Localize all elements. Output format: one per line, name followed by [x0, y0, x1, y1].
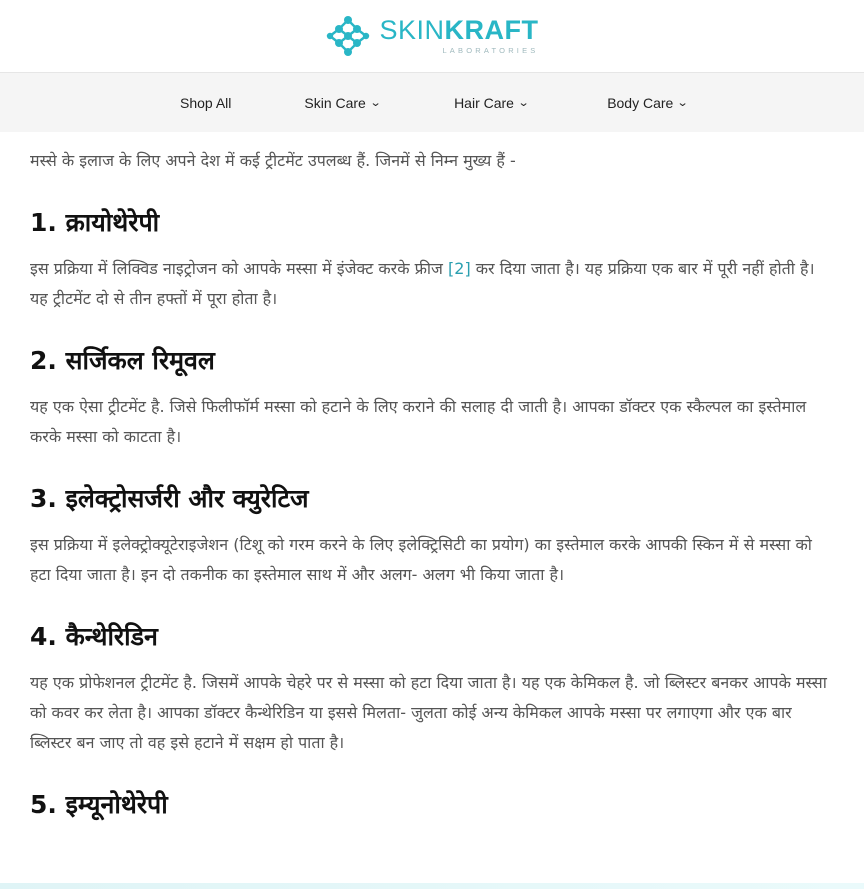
section-text-part: कर दिया जाता है। यह प्रक्रिया एक बार में पूरी नहीं होती है। यह ट्रीटमेंट दो से तीन हफ्तों में पूरा होता है।: [30, 259, 815, 308]
logo-tagline: LABORATORIES: [442, 46, 539, 56]
site-header: [0, 0, 864, 72]
section-text: इस प्रक्रिया में इलेक्ट्रोक्यूटेराइजेशन (टिशू को गरम करने के लिए इलेक्ट्रिसिटी का प्रयोग) का इस्तेमाल करके आपकी स्किन में से मस्सा को हटा दिया जाता है। इन दो तकनीक का इस्तेमाल साथ में और अलग- अलग भी किया जाता है।: [30, 535, 812, 584]
treatment-section-cantharidin: [30, 620, 834, 758]
section-text-part: इस प्रक्रिया में लिक्विड नाइट्रोजन को आपके मस्सा में इंजेक्ट करके फ्रीज: [30, 259, 449, 278]
section-heading: 1. क्रायोथेरेपी: [30, 208, 160, 237]
section-text: [30, 254, 834, 314]
nav-item-shop-all[interactable]: [180, 95, 231, 111]
section-heading: 3. इलेक्ट्रोसर्जरी और क्युरेटिज: [30, 484, 309, 513]
nav-item-label: Skin Care: [304, 94, 366, 111]
section-text: यह एक प्रोफेशनल ट्रीटमेंट है. जिसमें आपके चेहरे पर से मस्सा को हटा दिया जाता है। यह एक केमिकल है. जो ब्लिस्टर बनकर आपके मस्सा को कवर कर लेता है। आपका डॉक्टर कैन्थेरिडिन या इससे मिलता- जुलता कोई अन्य केमिकल आपके मस्सा पर लगाएगा और एक बार ब्लिस्टर बन जाए तो वह इसे हटाने में सक्षम हो पाता है।: [30, 673, 827, 752]
logo-wordmark: [379, 17, 538, 55]
nav-item-body-care[interactable]: [607, 95, 687, 111]
treatment-section-electrosurgery: [30, 482, 834, 590]
nav-item-label: Body Care: [607, 94, 674, 111]
section-heading: 5. इम्यूनोथेरेपी: [30, 790, 168, 819]
nav-item-skin-care[interactable]: [304, 95, 380, 111]
chevron-down-icon: ⌄: [676, 97, 689, 109]
logo-name: [379, 17, 538, 44]
chevron-down-icon: ⌄: [517, 97, 530, 109]
section-heading: 2. सर्जिकल रिमूवल: [30, 346, 215, 375]
main-navigation: [0, 72, 864, 132]
section-text: यह एक ऐसा ट्रीटमेंट है. जिसे फिलीफॉर्म मस्सा को हटाने के लिए कराने की सलाह दी जाती है। आपका डॉक्टर एक स्कैल्पल का इस्तेमाल करके मस्सा को काटता है।: [30, 397, 807, 446]
bottom-banner-strip: [0, 883, 864, 889]
skinkraft-logo[interactable]: [325, 14, 538, 58]
reference-link[interactable]: [2]: [448, 259, 471, 278]
nav-item-hair-care[interactable]: [454, 95, 528, 111]
article-body: [0, 146, 864, 822]
section-heading: 4. कैन्थेरिडिन: [30, 622, 158, 651]
logo-name-part1: SKIN: [379, 15, 445, 46]
treatment-section-cryotherapy: [30, 206, 834, 314]
article-intro: मस्से के इलाज के लिए अपने देश में कई ट्रीटमेंट उपलब्ध हैं. जिनमें से निम्न मुख्य हैं -: [30, 151, 516, 170]
treatment-section-surgical-removal: [30, 344, 834, 452]
nav-item-label: Shop All: [180, 94, 232, 111]
molecule-logo-icon: [325, 14, 371, 58]
logo-name-part2: KRAFT: [444, 15, 539, 46]
chevron-down-icon: ⌄: [369, 97, 382, 109]
nav-item-label: Hair Care: [454, 94, 514, 111]
treatment-section-immunotherapy: [30, 788, 834, 822]
